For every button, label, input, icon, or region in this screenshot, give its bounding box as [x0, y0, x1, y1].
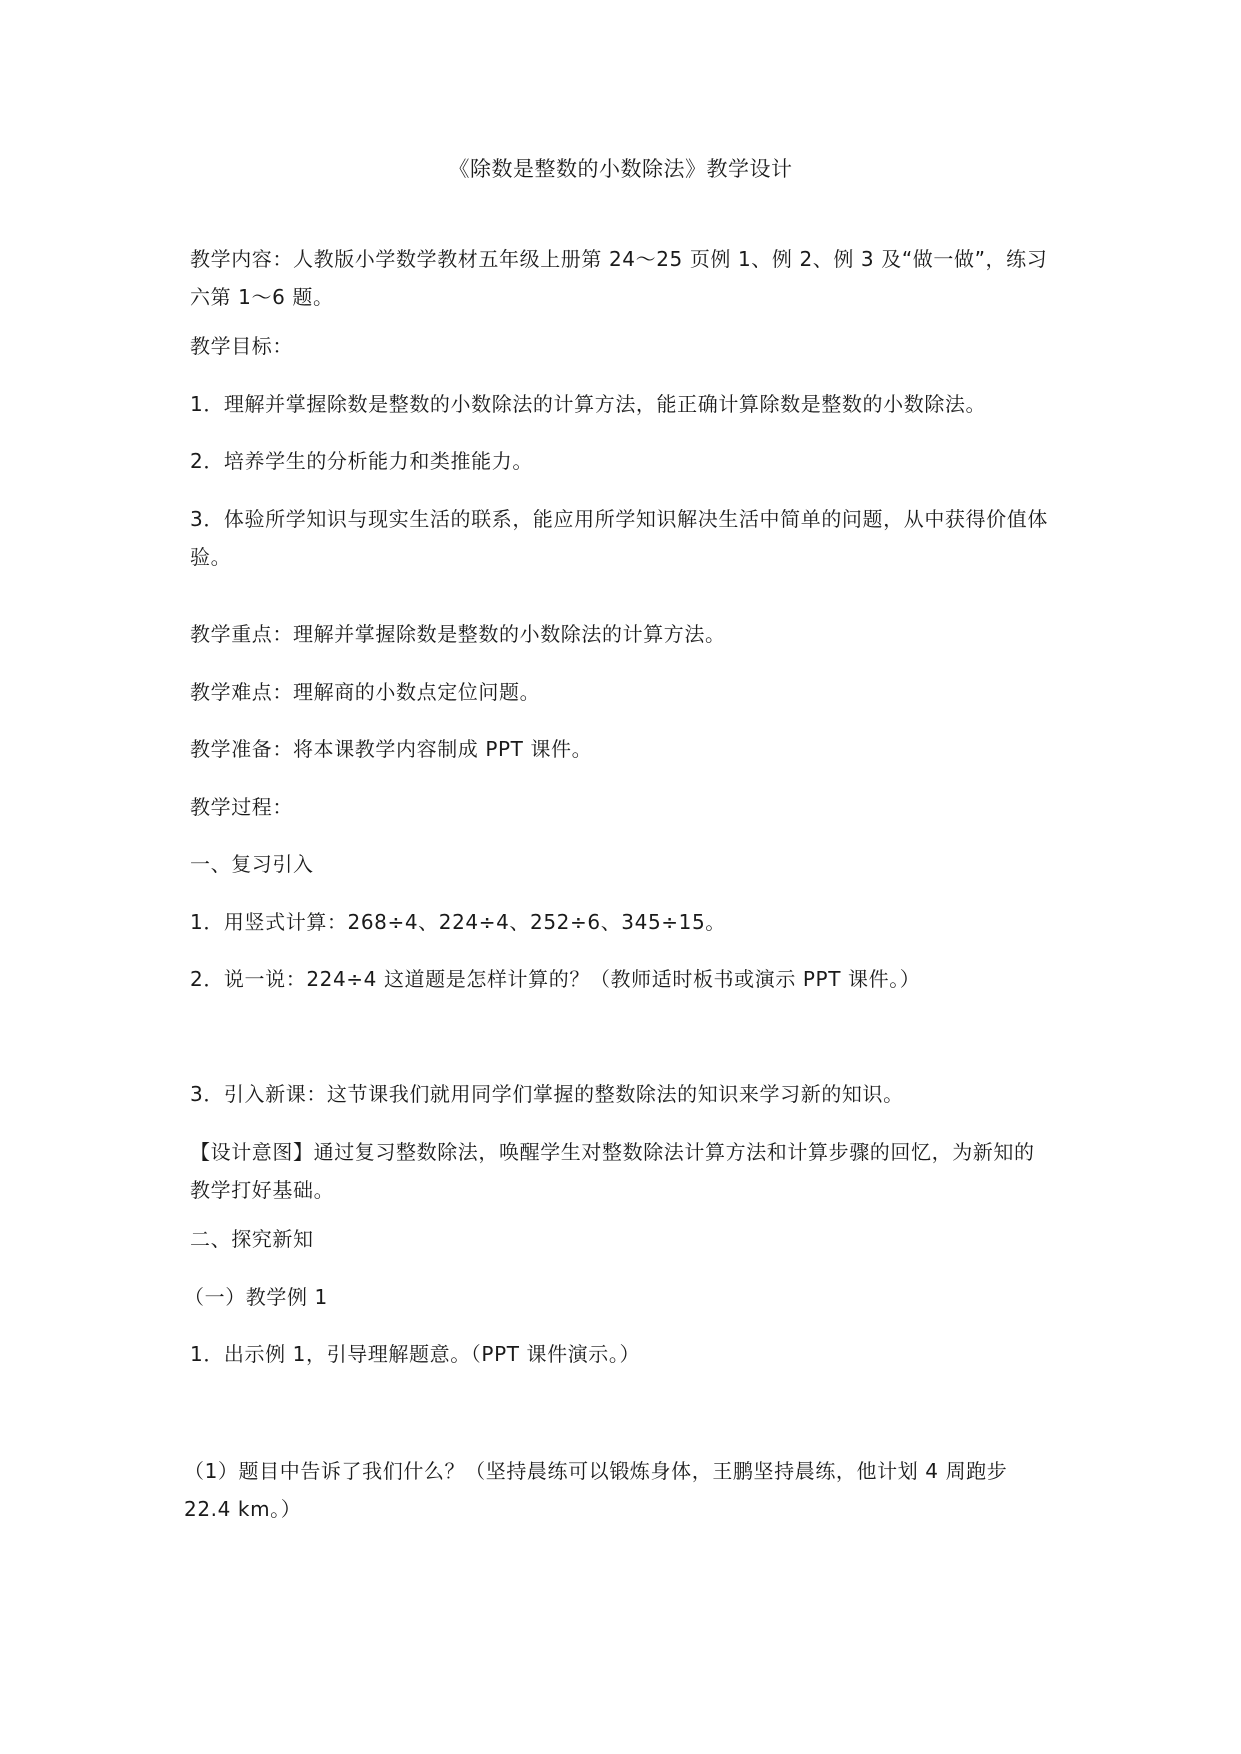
review-item-2: 2．说一说：224÷4 这道题是怎样计算的？（教师适时板书或演示 PPT 课件。） — [190, 967, 921, 991]
teaching-content: 教学内容：人教版小学数学教材五年级上册第 24～25 页例 1、例 2、例 3 及“做一做”，练习六第 1～6 题。 — [190, 247, 1048, 309]
example-1-item-1: 1．出示例 1，引导理解题意。（PPT 课件演示。） — [190, 1342, 641, 1366]
section-review-heading: 一、复习引入 — [190, 852, 314, 876]
goal-item-2: 2．培养学生的分析能力和类推能力。 — [190, 449, 533, 473]
page-title: 《除数是整数的小数除法》教学设计 — [448, 157, 793, 181]
design-intent: 【设计意图】通过复习整数除法，唤醒学生对整数除法计算方法和计算步骤的回忆，为新知的教学打好基础。 — [190, 1140, 1035, 1202]
teaching-goals-heading: 教学目标： — [190, 334, 293, 358]
teaching-process-heading: 教学过程： — [190, 795, 293, 819]
review-item-3: 3．引入新课：这节课我们就用同学们掌握的整数除法的知识来学习新的知识。 — [190, 1082, 904, 1106]
goal-item-3: 3．体验所学知识与现实生活的联系，能应用所学知识解决生活中简单的问题，从中获得价值体验。 — [190, 507, 1048, 569]
goal-item-1: 1．理解并掌握除数是整数的小数除法的计算方法，能正确计算除数是整数的小数除法。 — [190, 392, 987, 416]
teaching-difficulty: 教学难点：理解商的小数点定位问题。 — [190, 680, 541, 704]
subsection-example-1-heading: （一）教学例 1 — [184, 1285, 328, 1309]
example-1-question-1: （1）题目中告诉了我们什么？（坚持晨练可以锻炼身体，王鹏坚持晨练，他计划 4 周跑步 22.4 km。） — [184, 1459, 1008, 1521]
section-explore-heading: 二、探究新知 — [190, 1227, 314, 1251]
review-item-1: 1．用竖式计算：268÷4、224÷4、252÷6、345÷15。 — [190, 910, 726, 934]
teaching-key-point: 教学重点：理解并掌握除数是整数的小数除法的计算方法。 — [190, 622, 726, 646]
teaching-preparation: 教学准备：将本课教学内容制成 PPT 课件。 — [190, 737, 593, 761]
